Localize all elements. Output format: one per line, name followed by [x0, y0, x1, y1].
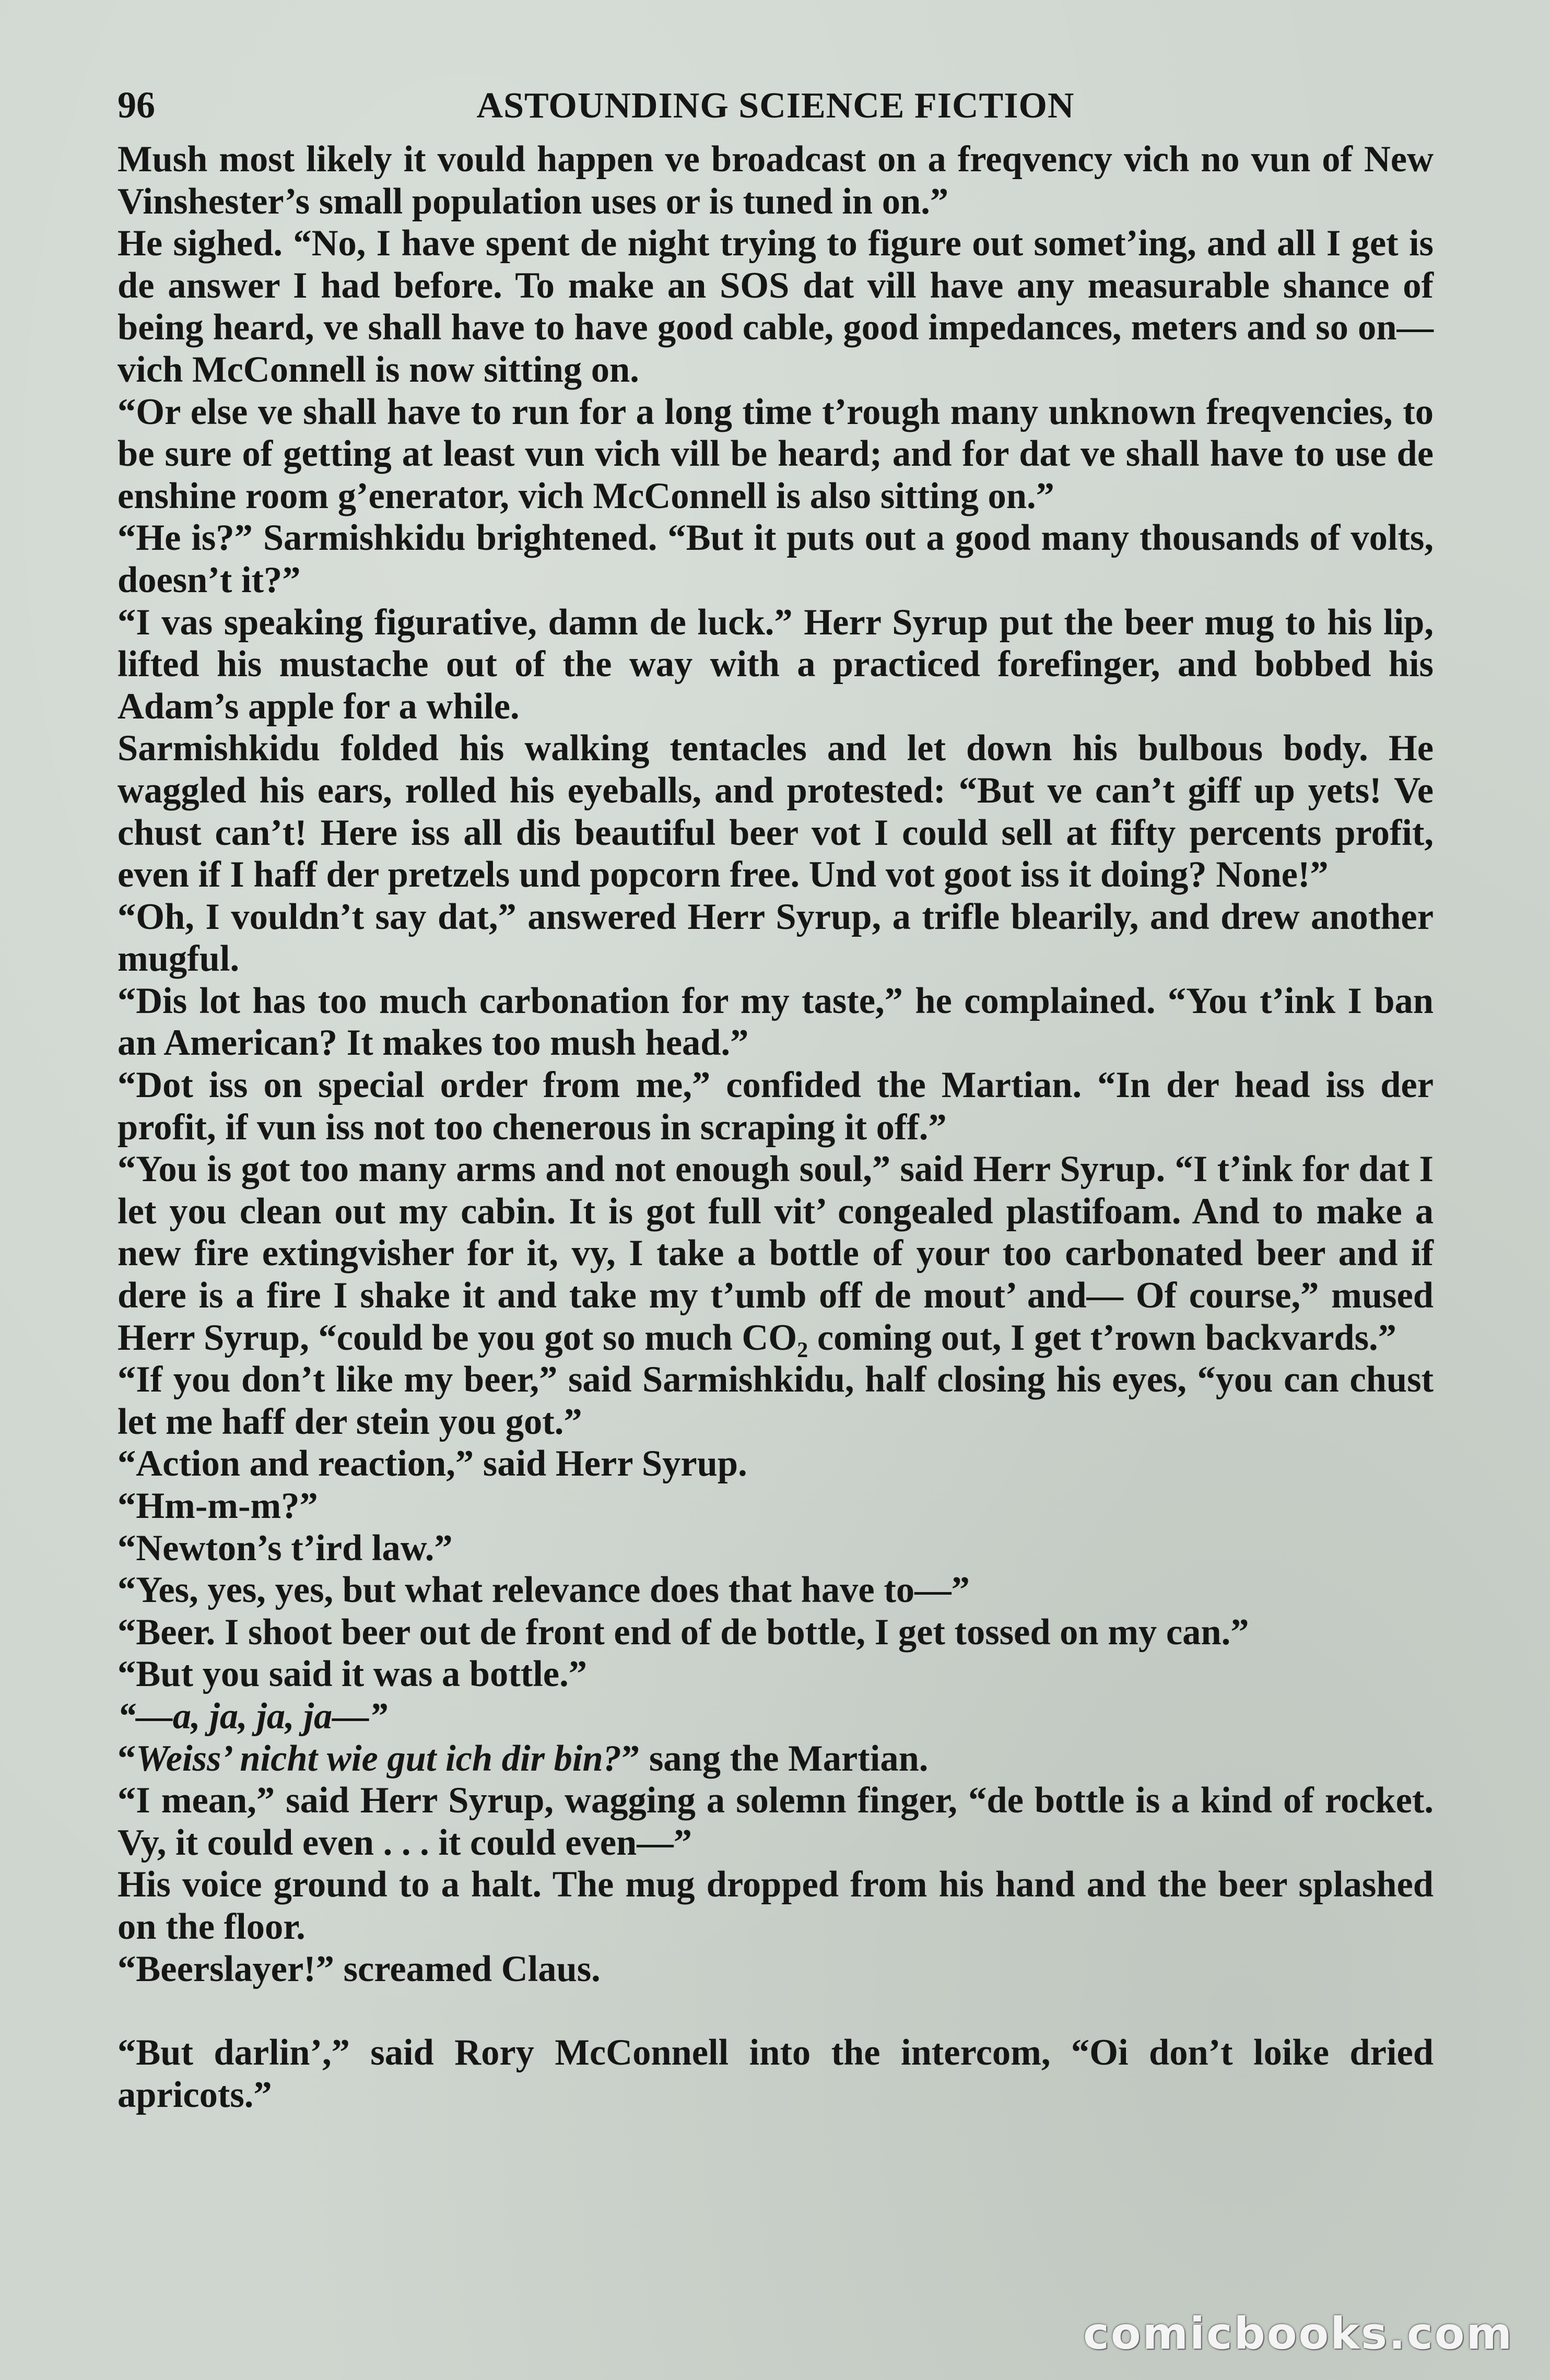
paragraph: He sighed. “No, I have spent de night trying to figure out somet’ing, and all I get is de answer I had before. To make an SOS dat vill have any measurable shance of being heard, ve shall have to have good cable, good impedances, meters and so on—vich McConnell is now sitting on.	[118, 223, 1434, 390]
paragraph: “Hm-m-m?”	[118, 1486, 318, 1526]
watermark-logo: comicbooks.com	[1083, 2308, 1513, 2359]
paragraph: “Action and reaction,” said Herr Syrup.	[118, 1443, 747, 1484]
journal-title: ASTOUNDING SCIENCE FICTION	[476, 86, 1075, 126]
paragraph: “Beerslayer!” screamed Claus.	[118, 1948, 601, 1989]
paragraph: “I vas speaking figurative, damn de luck.” Herr Syrup put the beer mug to his lip, lifted his mustache out of the way with a practiced forefinger, and bobbed his Adam’s apple for a while.	[118, 602, 1434, 727]
paragraph: “I mean,” said Herr Syrup, wagging a solemn finger, “de bottle is a kind of rocket. Vy, it could even . . . it could even—”	[118, 1780, 1434, 1863]
paragraph: “Dis lot has too much carbonation for my taste,” he complained. “You t’ink I ban an American? It makes too mush head.”	[118, 980, 1434, 1064]
paragraph: “You is got too many arms and not enough soul,” said Herr Syrup. “I t’ink for dat I let you clean out my cabin. It is got full vit’ congealed plastifoam. And to make a new fire extingvisher for it, vy, I take a bottle of your too carbonated beer and if dere is a fire I shake it and take my t’umb off de mout’ and— Of course,” mused Herr Syrup, “could be you got so much CO₂ coming out, I get t’rown backvards.”	[118, 1149, 1434, 1358]
paragraph: “Yes, yes, yes, but what relevance does that have to—”	[118, 1570, 970, 1611]
paragraph: “But darlin’,” said Rory McConnell into the intercom, “Oi don’t loike dried apricots.”	[118, 2032, 1434, 2115]
quote-open: “	[118, 1738, 136, 1779]
book-page	[118, 84, 1434, 2329]
paragraph: Mush most likely it vould happen ve broadcast on a freqvency vich no vun of New Vinshester’s small population uses or is tuned in on.”	[118, 139, 1434, 222]
paragraph: Sarmishkidu folded his walking tentacles and let down his bulbous body. He waggled his ears, rolled his eyeballs, and protested: “But ve can’t giff up yets! Ve chust can’t! Here iss all dis beautiful beer vot I could sell at fifty percents profit, even if I haff der pretzels und popcorn free. Und vot goot iss it doing? None!”	[118, 728, 1434, 896]
paragraph: “Or else ve shall have to run for a long time t’rough many unknown freqvencies, to be sure of getting at least vun vich vill be heard; and for dat ve shall have to use de enshine room g’enerator, vich McConnell is also sitting on.”	[118, 391, 1434, 516]
page-number: 96	[118, 84, 155, 126]
paragraph: His voice ground to a halt. The mug dropped from his hand and the beer splashed on the floor.	[118, 1864, 1434, 1947]
paragraph	[118, 1738, 1434, 1780]
italic-song-line: Weiss’ nicht wie gut ich dir bin?	[136, 1738, 621, 1779]
paragraph: “Newton’s t’ird law.”	[118, 1527, 453, 1569]
paragraph-rest: ” sang the Martian.	[621, 1738, 929, 1779]
paragraph: “—a, ja, ja, ja—”	[118, 1695, 388, 1737]
section-break	[118, 1990, 1434, 2032]
paragraph: “Dot iss on special order from me,” confided the Martian. “In der head iss der profit, if vun iss not too chenerous in scraping it off.”	[118, 1065, 1434, 1148]
paragraph: “He is?” Sarmishkidu brightened. “But it puts out a good many thousands of volts, doesn’t it?”	[118, 517, 1434, 600]
paragraph: “If you don’t like my beer,” said Sarmishkidu, half closing his eyes, “you can chust let me haff der stein you got.”	[118, 1359, 1434, 1442]
running-head	[118, 84, 1434, 138]
paragraph: “But you said it was a bottle.”	[118, 1654, 587, 1695]
story-text	[118, 138, 1434, 2116]
paragraph: “Beer. I shoot beer out de front end of de bottle, I get tossed on my can.”	[118, 1611, 1249, 1653]
paragraph: “Oh, I vouldn’t say dat,” answered Herr Syrup, a trifle blearily, and drew another mugful.	[118, 896, 1434, 980]
